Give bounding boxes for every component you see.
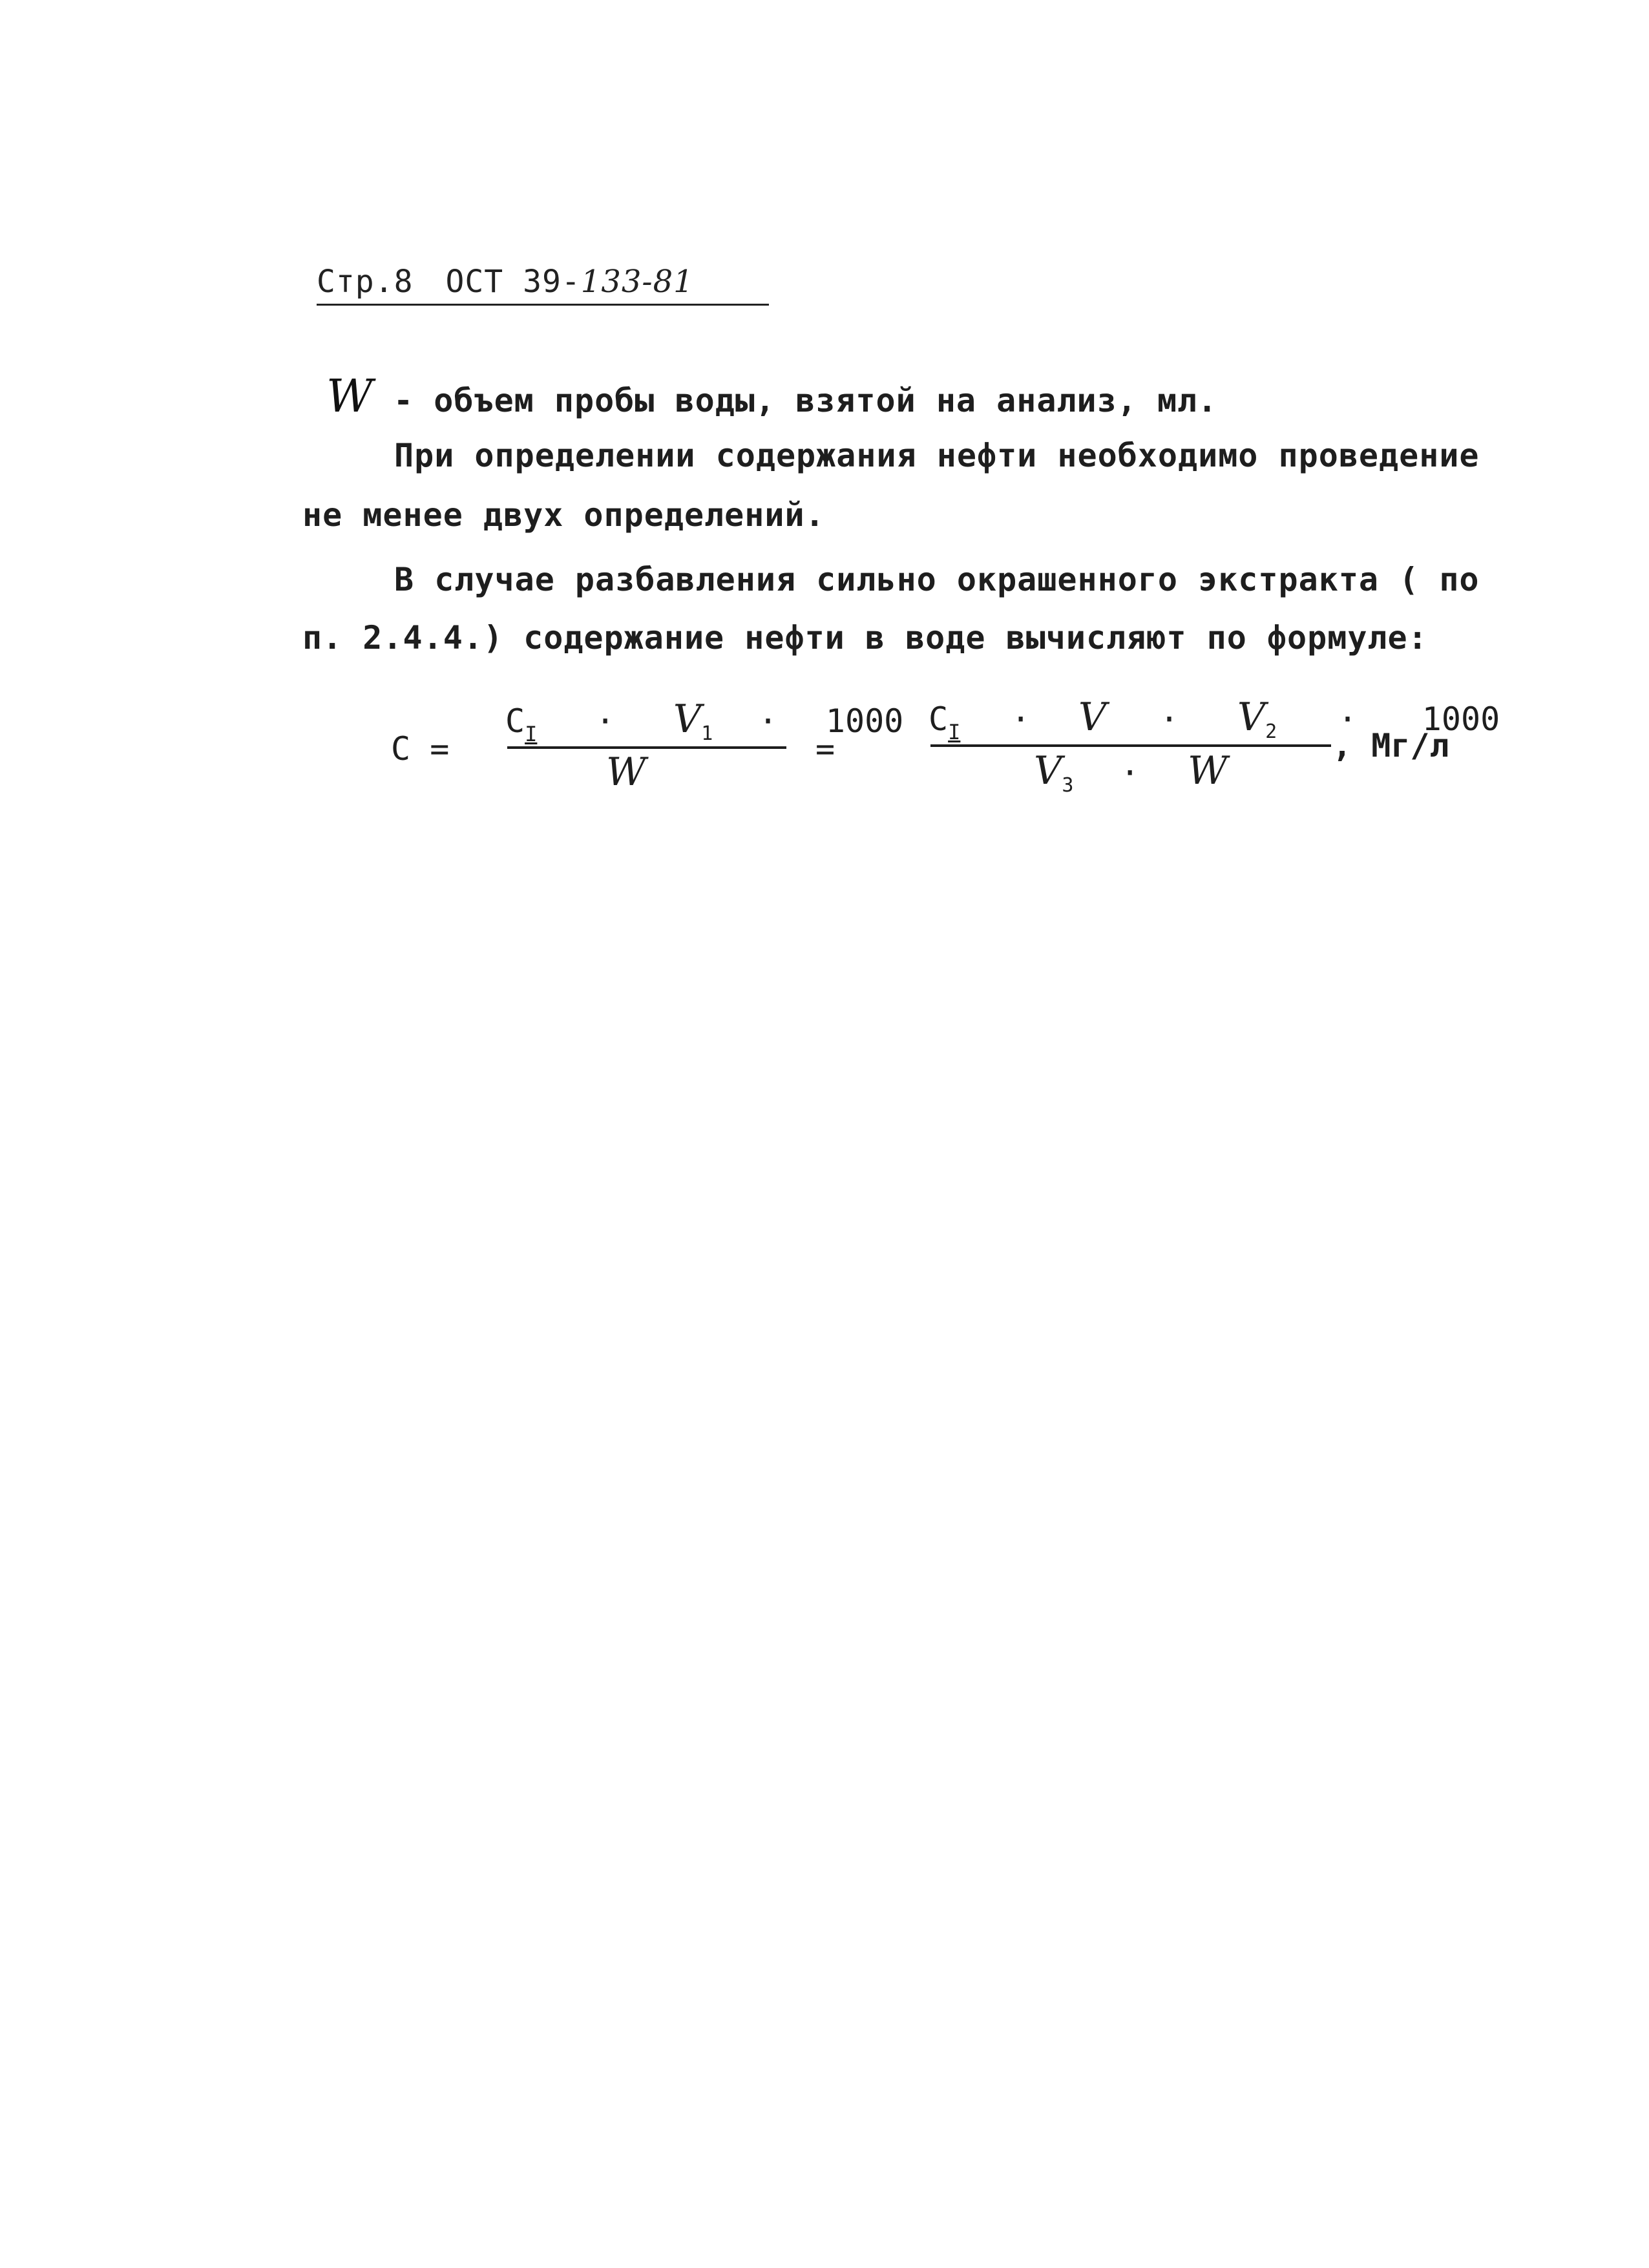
- formula-lhs: C =: [391, 730, 450, 768]
- fraction-1-denominator-w-handwritten: W: [606, 750, 646, 795]
- v3-symbol-handwritten: V: [1034, 748, 1062, 793]
- standard-designation: ОСТ 39-: [445, 264, 581, 300]
- fraction-2-bar: [930, 744, 1331, 747]
- standard-number-handwritten: 133-81: [580, 264, 694, 300]
- paragraph-2-line-2: п. 2.4.4.) содержание нефти в воде вычисляют по формуле:: [302, 619, 1428, 656]
- multiply-dot: ·: [595, 702, 615, 740]
- v3-subscript: 3: [1062, 774, 1074, 797]
- multiply-dot: ·: [1011, 700, 1031, 738]
- factor-1000: 1000: [1422, 700, 1500, 738]
- paragraph-2-line-1: В случае разбавления сильно окрашенного экстракта ( по: [394, 561, 1480, 598]
- multiply-dot: ·: [1159, 700, 1179, 738]
- formula-unit: , Мг/л: [1332, 727, 1449, 764]
- v-symbol-handwritten: V: [1078, 695, 1107, 740]
- c1-symbol: C: [505, 702, 525, 740]
- header-underline: [317, 304, 769, 306]
- definition-w-line: [326, 370, 1217, 423]
- v2-subscript: 2: [1265, 720, 1277, 743]
- c2-subscript: I: [948, 720, 961, 744]
- v2-symbol-handwritten: V: [1237, 695, 1266, 740]
- v1-subscript: 1: [701, 722, 713, 745]
- page-header: [317, 264, 694, 300]
- multiply-dot: ·: [1338, 700, 1358, 738]
- multiply-dot: ·: [758, 702, 778, 740]
- v1-symbol-handwritten: V: [673, 697, 702, 742]
- c1-subscript: I: [525, 722, 538, 746]
- page-number-label: Стр.8: [317, 264, 414, 300]
- c2-symbol: C: [929, 700, 949, 738]
- paragraph-1-line-2: не менее двух определений.: [302, 496, 825, 534]
- w-symbol-handwritten: W: [1187, 748, 1228, 793]
- symbol-w-handwritten: W: [326, 370, 373, 423]
- definition-w-text: - объем пробы воды, взятой на анализ, мл.: [373, 382, 1218, 419]
- fraction-1-numerator: [505, 697, 903, 746]
- fraction-2-denominator: [1034, 748, 1228, 797]
- factor-1000: 1000: [825, 702, 904, 740]
- formula-equals: =: [815, 730, 835, 768]
- paragraph-1-line-1: При определении содержания нефти необходимо проведение: [394, 437, 1480, 474]
- multiply-dot: ·: [1120, 754, 1140, 792]
- fraction-1-bar: [507, 746, 786, 749]
